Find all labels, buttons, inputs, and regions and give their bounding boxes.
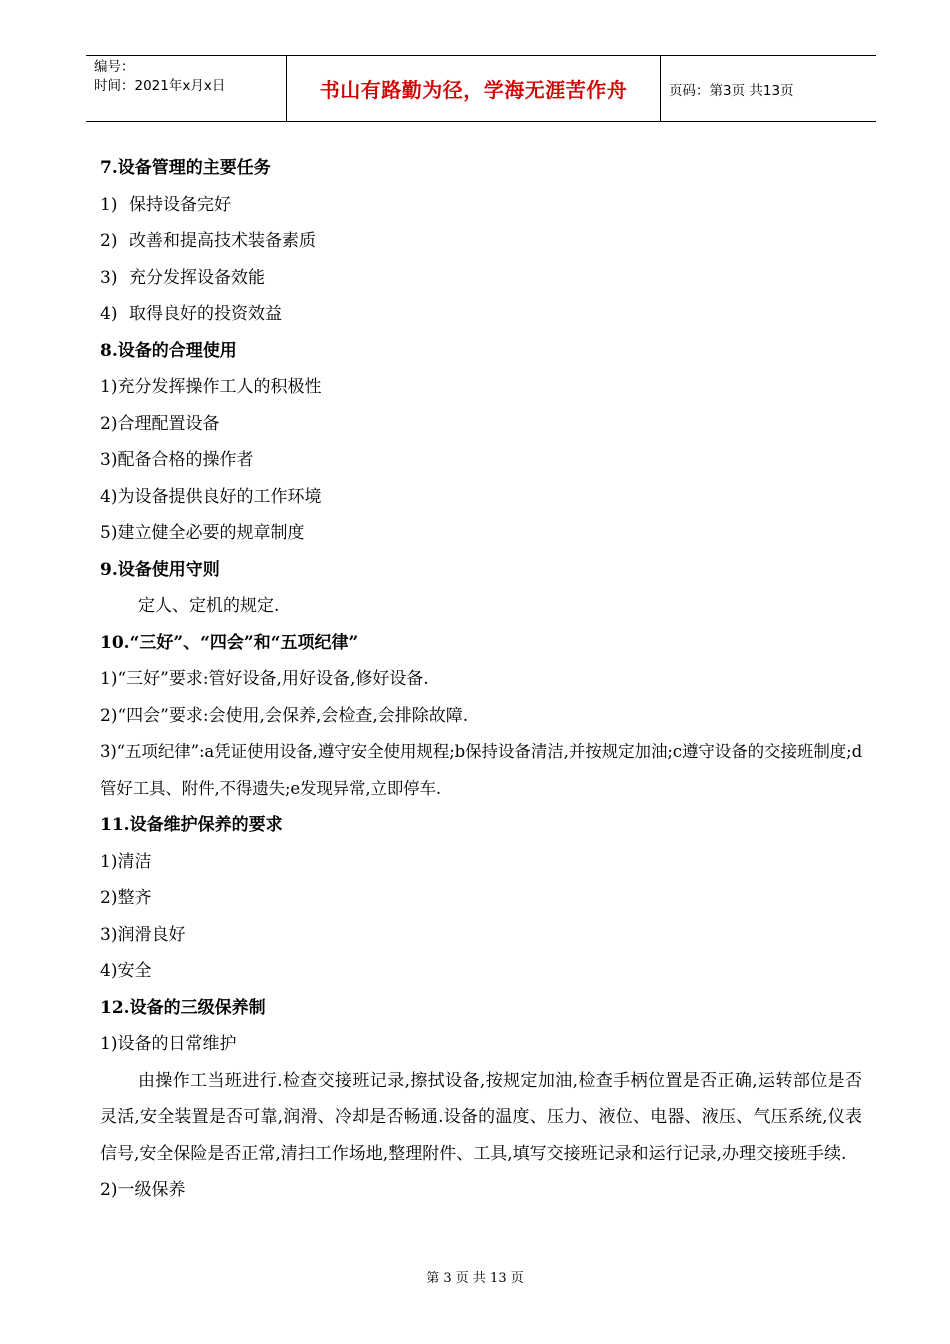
list-item: 1)充分发挥操作工人的积极性	[100, 377, 322, 397]
document-number-label: 编号：	[94, 59, 135, 75]
list-item: 2)一级保养	[100, 1180, 186, 1200]
list-item: 3) 充分发挥设备效能	[100, 267, 265, 288]
section-heading: 11.设备维护保养的要求	[100, 815, 283, 835]
list-item: 3)配备合格的操作者	[100, 450, 254, 470]
list-item: 1)清洁	[100, 851, 152, 872]
section-heading: 8.设备的合理使用	[100, 340, 237, 361]
section-heading: 9.设备使用守则	[100, 559, 220, 580]
document-date: 时间：2021年x月x日	[94, 78, 226, 94]
page-header	[86, 55, 876, 122]
list-item-paragraph: 3)“五项纪律”:a凭证使用设备,遵守安全使用规程;b保持设备清洁,并按规定加油;c遵守设备的交接班制度;d管好工具、附件,不得遗失;e发现异常,立即停车.	[100, 742, 862, 798]
body-paragraph: 由操作工当班进行.检查交接班记录,擦拭设备,按规定加油,检查手柄位置是否正确,运转部位是否灵活,安全装置是否可靠,润滑、冷却是否畅通.设备的温度、压力、液位、电器、液压、气压系统,仪表信号,安全保险是否正常,清扫工作场地,整理附件、工具,填写交接班记录和运行记录,办理交接班手续.	[100, 1070, 862, 1164]
page-footer: 第 3 页 共 13 页	[426, 1271, 524, 1286]
list-item: 5)建立健全必要的规章制度	[100, 523, 305, 543]
list-item: 3)润滑良好	[100, 924, 186, 945]
list-item: 1)“三好”要求:管好设备,用好设备,修好设备.	[100, 669, 429, 689]
list-item: 2)合理配置设备	[100, 413, 220, 434]
section-heading: 7.设备管理的主要任务	[100, 158, 271, 178]
section-heading: 12.设备的三级保养制	[100, 997, 266, 1018]
header-meta	[86, 56, 286, 121]
header-motto: 书山有路勤为径，学海无涯苦作舟	[286, 56, 661, 121]
header-page-indicator: 页码：第3页 共13页	[669, 82, 794, 99]
list-item: 1) 保持设备完好	[100, 194, 231, 215]
document-body	[100, 150, 862, 1209]
list-item: 4)为设备提供良好的工作环境	[100, 486, 322, 507]
list-item: 2)“四会”要求:会使用,会保养,会检查,会排除故障.	[100, 705, 469, 726]
list-item: 1)设备的日常维护	[100, 1034, 237, 1054]
list-item: 2) 改善和提高技术装备素质	[100, 231, 316, 251]
body-text: 定人、定机的规定.	[138, 596, 280, 616]
list-item: 4) 取得良好的投资效益	[100, 304, 282, 324]
list-item: 2)整齐	[100, 888, 152, 908]
section-heading: 10.“三好”、“四会”和“五项纪律”	[100, 632, 359, 653]
list-item: 4)安全	[100, 961, 152, 981]
